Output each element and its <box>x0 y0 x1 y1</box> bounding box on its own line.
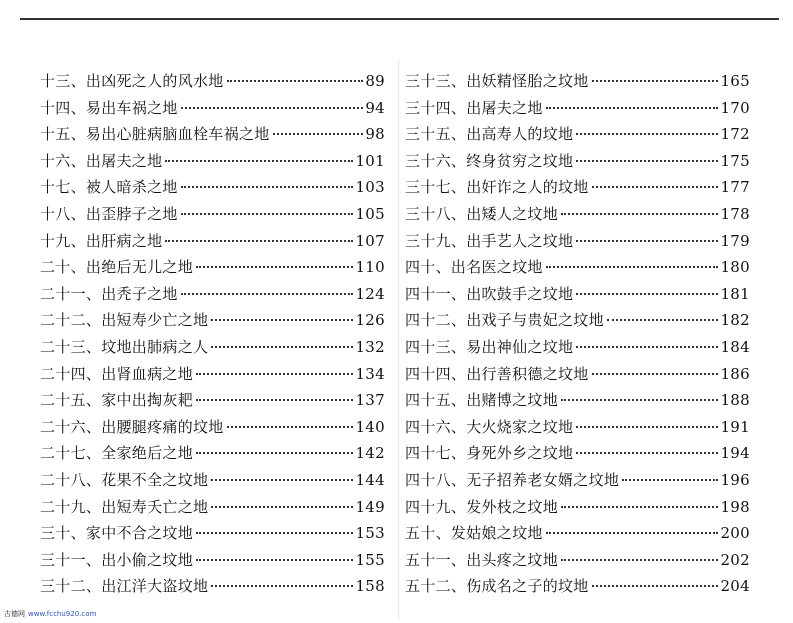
toc-dot-leader <box>181 293 354 295</box>
toc-entry[interactable] <box>40 307 385 334</box>
toc-dot-leader <box>196 559 353 561</box>
toc-dot-leader <box>592 186 719 188</box>
toc-dot-leader <box>227 426 354 428</box>
page-top-rule <box>20 18 779 20</box>
toc-entry-title: 十九、出肝病之地 <box>40 231 163 250</box>
toc-dot-leader <box>273 133 364 135</box>
toc-entry-title: 三十、家中不合之坟地 <box>40 524 194 543</box>
toc-entry[interactable] <box>405 520 750 547</box>
toc-dot-leader <box>592 585 719 587</box>
toc-entry-title: 十四、易出车祸之地 <box>40 98 178 117</box>
toc-entry[interactable] <box>40 520 385 547</box>
toc-dot-leader <box>165 240 353 242</box>
toc-dot-leader <box>561 213 718 215</box>
toc-dot-leader <box>576 240 718 242</box>
toc-entry-title: 三十九、出手艺人之坟地 <box>405 231 574 250</box>
toc-entry-title: 五十一、出头疼之坟地 <box>405 550 559 569</box>
toc-entry-title: 三十七、出奸诈之人的坟地 <box>405 178 589 197</box>
toc-page-number: 98 <box>365 125 385 144</box>
toc-dot-leader <box>576 346 718 348</box>
toc-entry-title: 三十五、出高寿人的坟地 <box>405 125 574 144</box>
toc-entry[interactable] <box>40 68 385 95</box>
toc-page-number: 196 <box>720 470 750 489</box>
toc-entry[interactable] <box>405 573 750 600</box>
toc-entry-title: 二十八、花果不全之坟地 <box>40 470 209 489</box>
toc-entry-title: 十七、被人暗杀之地 <box>40 178 178 197</box>
toc-dot-leader <box>576 133 718 135</box>
toc-entry[interactable] <box>40 95 385 122</box>
toc-entry[interactable] <box>40 174 385 201</box>
toc-dot-leader <box>196 452 353 454</box>
toc-entry-title: 四十八、无子招养老女婿之坟地 <box>405 470 620 489</box>
toc-left-column <box>40 68 385 600</box>
toc-entry-title: 二十一、出秃子之地 <box>40 284 178 303</box>
toc-entry[interactable] <box>40 547 385 574</box>
toc-page-number: 172 <box>720 125 750 144</box>
toc-page-number: 107 <box>355 231 385 250</box>
toc-page-number: 101 <box>355 151 385 170</box>
toc-entry-title: 五十二、伤成名之子的坟地 <box>405 577 589 596</box>
toc-entry-title: 三十四、出屠夫之地 <box>405 98 543 117</box>
watermark-url: www.fcchu920.com <box>28 610 97 618</box>
toc-page-number: 204 <box>720 577 750 596</box>
site-watermark <box>4 609 96 619</box>
toc-dot-leader <box>196 373 353 375</box>
toc-entry[interactable] <box>405 174 750 201</box>
toc-dot-leader <box>211 319 353 321</box>
toc-page-number: 94 <box>365 98 385 117</box>
toc-entry-title: 四十四、出行善积德之坟地 <box>405 364 589 383</box>
watermark-site-name: 古德网 <box>4 610 25 618</box>
toc-page-number: 105 <box>355 204 385 223</box>
toc-page-number: 177 <box>720 178 750 197</box>
toc-dot-leader <box>196 532 353 534</box>
toc-dot-leader <box>576 452 718 454</box>
toc-right-column <box>405 68 750 600</box>
toc-page-number: 155 <box>355 550 385 569</box>
toc-page-number: 191 <box>720 417 750 436</box>
toc-entry[interactable] <box>405 95 750 122</box>
toc-dot-leader <box>561 506 718 508</box>
toc-page-number: 144 <box>355 470 385 489</box>
toc-entry[interactable] <box>40 148 385 175</box>
toc-entry-title: 二十三、坟地出肺病之人 <box>40 337 209 356</box>
toc-page-number: 200 <box>720 524 750 543</box>
toc-page-number: 184 <box>720 337 750 356</box>
toc-page-number: 180 <box>720 258 750 277</box>
toc-entry-title: 五十、发姑娘之坟地 <box>405 524 543 543</box>
toc-dot-leader <box>622 479 718 481</box>
toc-dot-leader <box>546 107 719 109</box>
toc-entry[interactable] <box>405 440 750 467</box>
toc-dot-leader <box>211 479 353 481</box>
toc-entry[interactable] <box>405 254 750 281</box>
toc-page-number: 142 <box>355 444 385 463</box>
toc-dot-leader <box>196 266 353 268</box>
toc-page-number: 179 <box>720 231 750 250</box>
toc-page-number: 126 <box>355 311 385 330</box>
toc-entry[interactable] <box>40 573 385 600</box>
toc-entry[interactable] <box>405 494 750 521</box>
toc-dot-leader <box>211 506 353 508</box>
toc-entry[interactable] <box>40 254 385 281</box>
toc-dot-leader <box>165 160 353 162</box>
toc-dot-leader <box>546 532 719 534</box>
toc-dot-leader <box>181 107 364 109</box>
toc-page-number: 165 <box>720 72 750 90</box>
toc-entry-title: 三十三、出妖精怪胎之坟地 <box>405 72 589 90</box>
toc-page-number: 132 <box>355 337 385 356</box>
toc-entry-title: 四十二、出戏子与贵妃之坟地 <box>405 311 604 330</box>
toc-page-number: 110 <box>355 258 385 277</box>
toc-entry[interactable] <box>40 361 385 388</box>
toc-page-number: 153 <box>355 524 385 543</box>
toc-entry-title: 三十一、出小偷之坟地 <box>40 550 194 569</box>
toc-entry-title: 三十六、终身贫穷之坟地 <box>405 151 574 170</box>
toc-entry[interactable] <box>40 228 385 255</box>
toc-dot-leader <box>196 399 353 401</box>
toc-entry[interactable] <box>405 201 750 228</box>
toc-dot-leader <box>211 585 353 587</box>
toc-dot-leader <box>576 293 718 295</box>
toc-entry-title: 四十五、出赌博之坟地 <box>405 391 559 410</box>
toc-entry-title: 四十六、大火烧家之坟地 <box>405 417 574 436</box>
toc-entry-title: 二十九、出短寿夭亡之地 <box>40 497 209 516</box>
toc-entry[interactable] <box>405 467 750 494</box>
toc-page-number: 181 <box>720 284 750 303</box>
toc-entry-title: 四十三、易出神仙之坟地 <box>405 337 574 356</box>
toc-entry[interactable] <box>405 281 750 308</box>
toc-entry-title: 四十七、身死外乡之坟地 <box>405 444 574 463</box>
toc-entry[interactable] <box>405 334 750 361</box>
toc-page-number: 188 <box>720 391 750 410</box>
toc-entry-title: 十五、易出心脏病脑血栓车祸之地 <box>40 125 270 144</box>
toc-page-number: 202 <box>720 550 750 569</box>
toc-entry-title: 二十七、全家绝后之地 <box>40 444 194 463</box>
toc-entry-title: 二十六、出腰腿疼痛的坟地 <box>40 417 224 436</box>
toc-dot-leader <box>592 373 719 375</box>
toc-page-number: 158 <box>355 577 385 596</box>
toc-entry-title: 三十八、出矮人之坟地 <box>405 204 559 223</box>
toc-page-number: 134 <box>355 364 385 383</box>
toc-entry[interactable] <box>405 68 750 95</box>
toc-page-number: 140 <box>355 417 385 436</box>
toc-entry[interactable] <box>40 121 385 148</box>
toc-entry[interactable] <box>405 414 750 441</box>
toc-page-number: 198 <box>720 497 750 516</box>
toc-entry-title: 四十、出名医之坟地 <box>405 258 543 277</box>
toc-entry-title: 二十二、出短寿少亡之地 <box>40 311 209 330</box>
toc-dot-leader <box>561 559 718 561</box>
toc-entry[interactable] <box>40 414 385 441</box>
toc-entry-title: 三十二、出江洋大盗坟地 <box>40 577 209 596</box>
toc-entry[interactable] <box>405 307 750 334</box>
toc-entry[interactable] <box>40 201 385 228</box>
toc-entry[interactable] <box>40 440 385 467</box>
toc-dot-leader <box>607 319 719 321</box>
toc-dot-leader <box>181 186 354 188</box>
toc-page-number: 170 <box>720 98 750 117</box>
toc-entry-title: 四十九、发外枝之坟地 <box>405 497 559 516</box>
toc-entry[interactable] <box>40 387 385 414</box>
toc-entry-title: 二十五、家中出掏灰耙 <box>40 391 194 410</box>
toc-page-number: 137 <box>355 391 385 410</box>
toc-page-number: 89 <box>365 72 385 90</box>
book-spine-shadow <box>398 60 400 620</box>
toc-entry[interactable] <box>40 467 385 494</box>
toc-page-number: 124 <box>355 284 385 303</box>
toc-page-number: 149 <box>355 497 385 516</box>
toc-entry[interactable] <box>405 547 750 574</box>
toc-entry[interactable] <box>405 228 750 255</box>
toc-entry[interactable] <box>405 387 750 414</box>
toc-dot-leader <box>592 80 719 82</box>
toc-dot-leader <box>181 213 354 215</box>
toc-page-number: 186 <box>720 364 750 383</box>
toc-entry-title: 十八、出歪脖子之地 <box>40 204 178 223</box>
toc-entry-title: 十三、出凶死之人的风水地 <box>40 72 224 90</box>
toc-entry-title: 四十一、出吹鼓手之坟地 <box>405 284 574 303</box>
toc-dot-leader <box>211 346 353 348</box>
toc-dot-leader <box>576 426 718 428</box>
toc-entry[interactable] <box>405 121 750 148</box>
toc-entry[interactable] <box>405 361 750 388</box>
toc-page-number: 182 <box>720 311 750 330</box>
toc-page-number: 178 <box>720 204 750 223</box>
toc-entry[interactable] <box>40 281 385 308</box>
toc-page-number: 103 <box>355 178 385 197</box>
toc-entry-title: 十六、出屠夫之地 <box>40 151 163 170</box>
toc-dot-leader <box>576 160 718 162</box>
toc-dot-leader <box>546 266 719 268</box>
toc-entry-title: 二十、出绝后无儿之地 <box>40 258 194 277</box>
toc-entry-title: 二十四、出肾血病之地 <box>40 364 194 383</box>
toc-entry[interactable] <box>405 148 750 175</box>
toc-dot-leader <box>561 399 718 401</box>
toc-page-number: 194 <box>720 444 750 463</box>
toc-entry[interactable] <box>40 494 385 521</box>
toc-dot-leader <box>227 80 364 82</box>
toc-page-number: 175 <box>720 151 750 170</box>
toc-entry[interactable] <box>40 334 385 361</box>
